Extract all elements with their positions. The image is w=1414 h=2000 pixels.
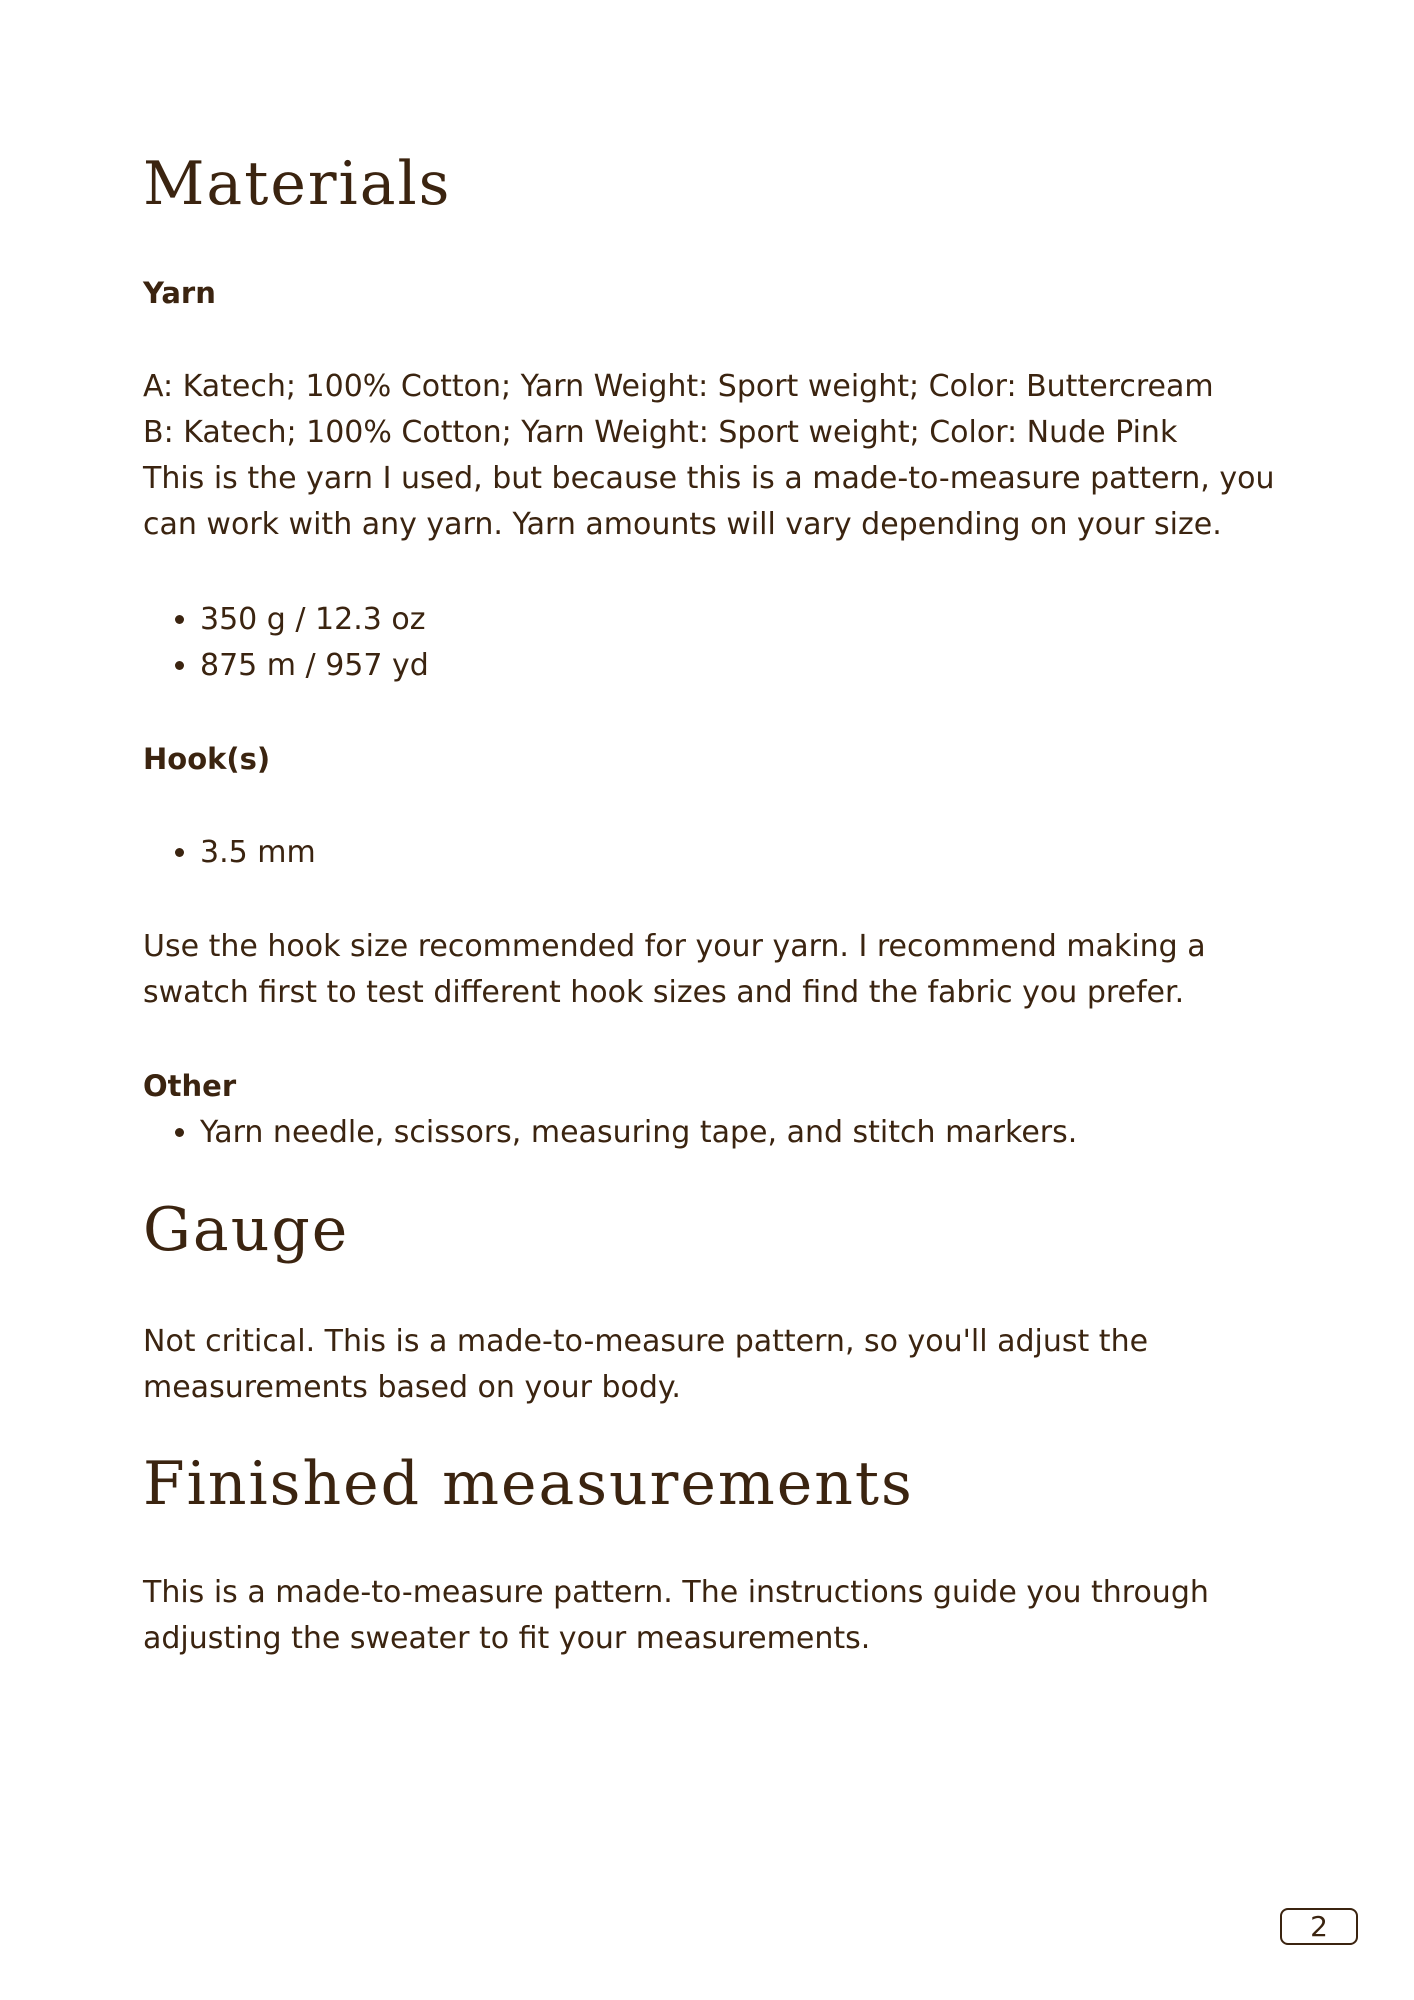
yarn-amounts-list bbox=[143, 597, 429, 689]
gauge-text: Not critical. This is a made-to-measure pattern, so you'll adjust the measurements based on your body. bbox=[143, 1324, 1149, 1405]
finished-measurements-text: This is a made-to-measure pattern. The instructions guide you through adjusting the sweater to fit your measurements. bbox=[143, 1575, 1209, 1656]
hooks-subheading: Hook(s) bbox=[143, 742, 271, 776]
other-subheading: Other bbox=[143, 1069, 237, 1103]
list-item: • 875 m / 957 yd bbox=[200, 643, 429, 689]
yarn-line-b: B: Katech; 100% Cotton; Yarn Weight: Sport weight; Color: Nude Pink bbox=[143, 415, 1178, 450]
hook-sizes-list bbox=[143, 830, 316, 876]
other-items-list bbox=[143, 1110, 1077, 1156]
list-item: • 3.5 mm bbox=[200, 830, 316, 876]
hooks-note: Use the hook size recommended for your yarn. I recommend making a swatch first to test different hook sizes and find the fabric you prefer. bbox=[143, 929, 1206, 1010]
gauge-heading: Gauge bbox=[143, 1195, 350, 1265]
list-item: • Yarn needle, scissors, measuring tape, and stitch markers. bbox=[200, 1110, 1077, 1156]
yarn-description bbox=[143, 364, 1293, 548]
materials-heading: Materials bbox=[143, 149, 452, 219]
yarn-line-a: A: Katech; 100% Cotton; Yarn Weight: Sport weight; Color: Buttercream bbox=[143, 369, 1214, 404]
page-number: 2 bbox=[1280, 1908, 1358, 1945]
list-item: • 350 g / 12.3 oz bbox=[200, 597, 429, 643]
finished-measurements-heading: Finished measurements bbox=[143, 1449, 914, 1519]
yarn-note: This is the yarn I used, but because this is a made-to-measure pattern, you can work with any yarn. Yarn amounts will vary depending on your size. bbox=[143, 461, 1275, 542]
yarn-subheading: Yarn bbox=[143, 276, 216, 310]
